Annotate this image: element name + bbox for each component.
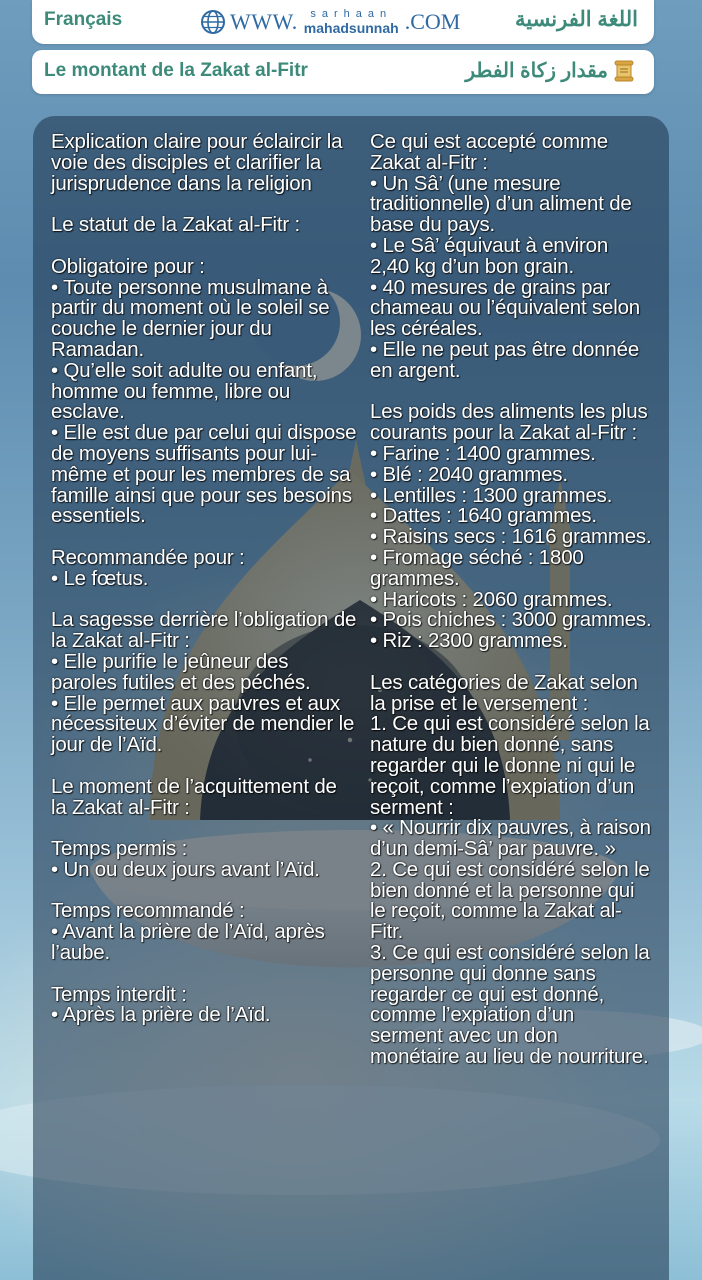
- scroll-icon: [614, 60, 634, 82]
- language-label-french: Français: [44, 9, 123, 30]
- right-column-text-line: • « Nourrir dix pauvres, à raison d’un demi-Sâ’ par pauvre. »: [370, 816, 651, 861]
- left-column-paragraph: [51, 774, 357, 819]
- left-column-text-line: Recommandée pour :: [51, 545, 245, 569]
- left-column-text-line: • Le fœtus.: [51, 566, 149, 590]
- page-title-arabic-text: مقدار زكاة الفطر: [465, 60, 608, 82]
- left-column-paragraph: [51, 215, 357, 236]
- right-column-text-line: • Riz : 2300 grammes.: [370, 629, 568, 653]
- right-column-text-line: • Raisins secs : 1616 grammes.: [370, 525, 652, 549]
- globe-icon: [200, 9, 226, 35]
- logo-wordmark: [304, 9, 399, 35]
- left-column-text-line: Obligatoire pour :: [51, 254, 205, 278]
- site-logo[interactable]: [200, 4, 460, 40]
- right-column-text-line: • Lentilles : 1300 grammes.: [370, 483, 613, 507]
- right-column-text-line: 1. Ce qui est considéré selon la nature du bien donné, sans regarder qui le donne ni qui le reçoit, comme l’expiation d’un serment :: [370, 712, 650, 819]
- right-column-text-line: • Dattes : 1640 grammes.: [370, 504, 597, 528]
- right-column-text-line: 3. Ce qui est considéré selon la personne qui donne sans regarder ce qui est donné, comme l’expiation d’un serment avec un don monétaire au lieu de nourriture.: [370, 941, 650, 1069]
- right-column-text-line: • Pois chiches : 3000 grammes.: [370, 608, 652, 632]
- right-column-text-line: Les catégories de Zakat selon la prise et le versement :: [370, 670, 638, 715]
- right-column-text-line: • Elle ne peut pas être donnée en argent.: [370, 337, 640, 382]
- logo-top-text: sarhaan: [310, 8, 393, 20]
- right-column-text-line: Ce qui est accepté comme Zakat al-Fitr :: [370, 130, 608, 174]
- header-bar: [32, 0, 654, 44]
- language-label-arabic: اللغة الفرنسية: [514, 8, 638, 31]
- left-column-paragraph: [51, 901, 357, 963]
- left-column-text-line: • Elle permet aux pauvres et aux nécessiteux d’éviter de mendier le jour de l’Aïd.: [51, 691, 355, 757]
- right-column-text-line: • Haricots : 2060 grammes.: [370, 587, 613, 611]
- left-column-text-line: Temps interdit :: [51, 982, 187, 1006]
- right-column-paragraph: [370, 670, 652, 1069]
- right-column-text-line: Les poids des aliments les plus courants pour la Zakat al-Fitr :: [370, 400, 648, 445]
- left-column-paragraph: [51, 132, 357, 194]
- left-column-text-line: • Avant la prière de l’Aïd, après l’aube.: [51, 920, 325, 965]
- right-column-text-line: • Un Sâ’ (une mesure traditionnelle) d’un aliment de base du pays.: [370, 171, 632, 237]
- left-column-paragraph: [51, 545, 357, 590]
- left-column-text-line: • Elle purifie le jeûneur des paroles futiles et des péchés.: [51, 649, 311, 694]
- left-column-text-line: Explication claire pour éclaircir la voie des disciples et clarifier la jurisprudence dans la religion: [51, 130, 343, 195]
- left-column-text-line: • Elle est due par celui qui dispose de moyens suffisants pour lui-même et pour les membres de sa famille ainsi que pour ses besoins essentiels.: [51, 421, 357, 528]
- right-column-text-line: • Blé : 2040 grammes.: [370, 462, 568, 486]
- right-column-paragraph: [370, 402, 652, 652]
- left-column-text-line: • Un ou deux jours avant l’Aïd.: [51, 857, 320, 881]
- right-column-paragraph: [370, 132, 652, 382]
- left-column-paragraph: [51, 610, 357, 756]
- logo-bottom-text: mahadsunnah: [303, 20, 399, 36]
- left-column-text-line: • Qu’elle soit adulte ou enfant, homme ou femme, libre ou esclave.: [51, 358, 318, 424]
- logo-prefix: WWW.: [230, 9, 298, 34]
- right-column: [370, 132, 652, 1068]
- right-column-text-line: • 40 mesures de grains par chameau ou l’équivalent selon les céréales.: [370, 275, 640, 341]
- left-column-text-line: Temps recommandé :: [51, 899, 245, 923]
- left-column-paragraph: [51, 839, 357, 881]
- left-column-text-line: Temps permis :: [51, 837, 188, 861]
- left-column-paragraph: [51, 982, 357, 1027]
- logo-suffix: .COM: [404, 9, 461, 34]
- left-column: [51, 132, 357, 1026]
- left-column-paragraph: [51, 254, 357, 528]
- page-title-arabic: [465, 58, 634, 83]
- right-column-text-line: • Fromage séché : 1800 grammes.: [370, 545, 584, 590]
- left-column-text-line: La sagesse derrière l’obligation de la Zakat al-Fitr :: [51, 608, 357, 653]
- left-column-text-line: • Après la prière de l’Aïd.: [51, 1003, 271, 1027]
- right-column-text-line: • Le Sâ’ équivaut à environ 2,40 kg d’un bon grain.: [370, 233, 609, 278]
- right-column-text-line: • Farine : 1400 grammes.: [370, 441, 596, 465]
- left-column-text-line: • Toute personne musulmane à partir du moment où le soleil se couche le dernier jour du Ramadan.: [51, 275, 330, 361]
- title-bar: [32, 50, 654, 94]
- left-column-text-line: Le statut de la Zakat al-Fitr :: [51, 213, 301, 237]
- page-title-french: Le montant de la Zakat al-Fitr: [44, 60, 308, 81]
- left-column-text-line: Le moment de l’acquittement de la Zakat al-Fitr :: [51, 774, 337, 819]
- right-column-text-line: 2. Ce qui est considéré selon le bien donné et la personne qui le reçoit, comme la Zakat al-Fitr.: [370, 857, 650, 944]
